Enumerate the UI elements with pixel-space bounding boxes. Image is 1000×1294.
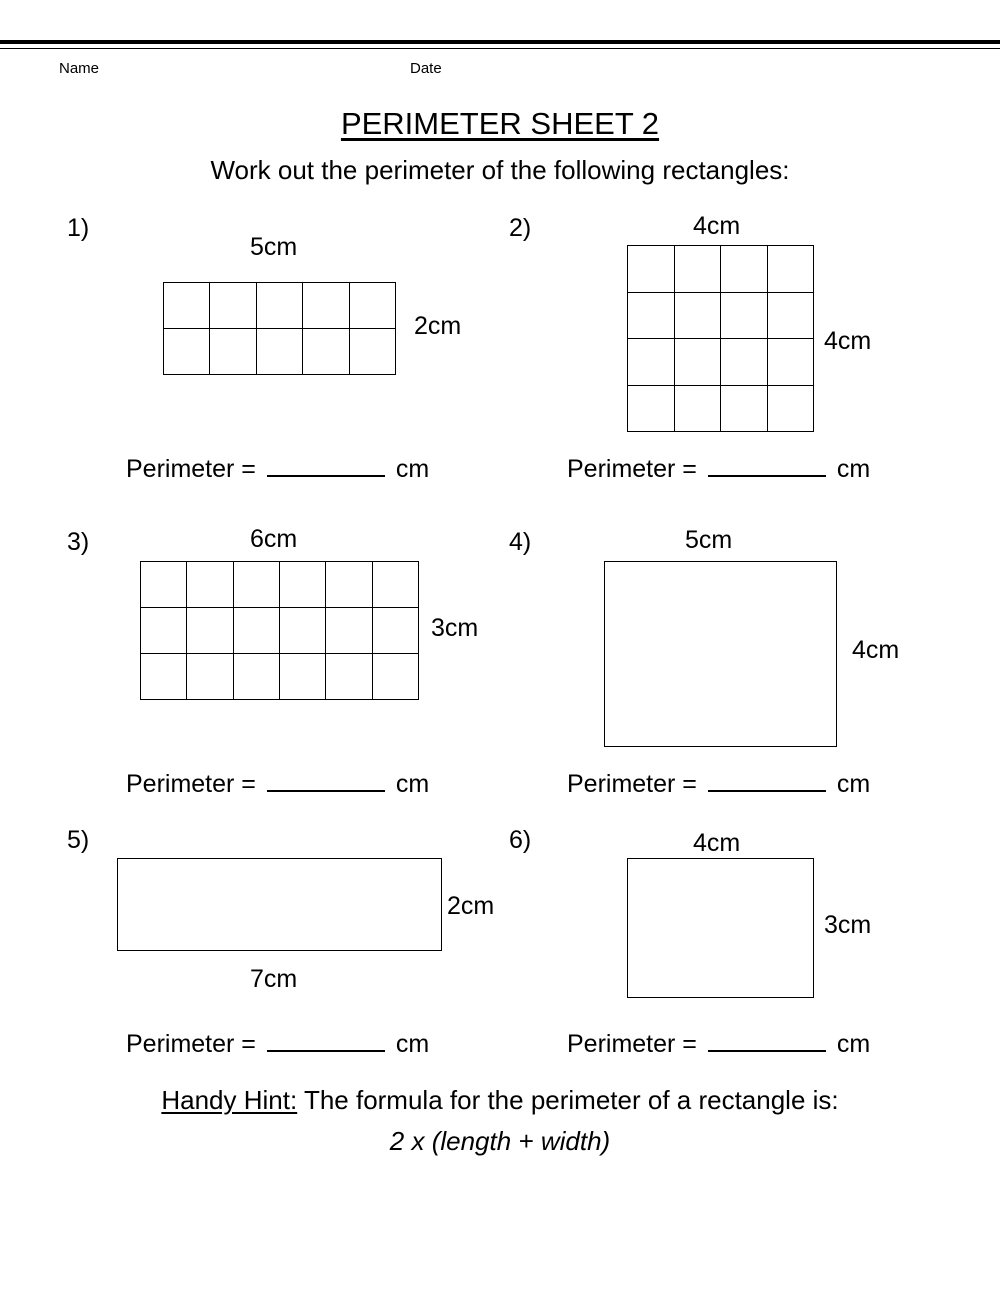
grid-cell (373, 654, 419, 700)
problem-5-perimeter-line (126, 1030, 429, 1059)
perimeter-prefix: Perimeter = (567, 770, 697, 798)
problem-1-answer-blank[interactable] (267, 455, 385, 477)
grid-cell (280, 608, 326, 654)
grid-cell (675, 246, 722, 293)
grid-cell (303, 283, 349, 329)
grid-cell (721, 339, 768, 386)
problem-3-perimeter-line (126, 770, 429, 799)
problem-2-number: 2) (509, 214, 532, 242)
perimeter-unit: cm (836, 1030, 871, 1058)
perimeter-prefix: Perimeter = (567, 1030, 697, 1058)
grid-cell (141, 562, 187, 608)
grid-cell (768, 246, 815, 293)
problem-2-width: 4cm (824, 327, 872, 355)
problem-1-number: 1) (67, 214, 90, 242)
grid-cell (721, 386, 768, 433)
perimeter-unit: cm (836, 770, 871, 798)
grid-cell (721, 246, 768, 293)
grid-cell (280, 562, 326, 608)
grid-cell (234, 562, 280, 608)
problem-6-length: 4cm (693, 829, 741, 857)
grid-cell (628, 246, 675, 293)
grid-cell (373, 562, 419, 608)
perimeter-prefix: Perimeter = (567, 455, 697, 483)
grid-cell (303, 329, 349, 375)
grid-cell (675, 339, 722, 386)
problem-6-perimeter-line (567, 1030, 870, 1059)
problem-2-length: 4cm (693, 212, 741, 240)
hint-formula: 2 x (length + width) (389, 1126, 611, 1156)
grid-cell (350, 283, 396, 329)
problem-3-length: 6cm (250, 525, 298, 553)
problem-4-answer-blank[interactable] (708, 770, 826, 792)
grid-cell (141, 608, 187, 654)
hint-label: Handy Hint: (161, 1085, 298, 1115)
grid-cell (326, 654, 372, 700)
top-rule-thin (0, 48, 1000, 49)
grid-cell (628, 293, 675, 340)
perimeter-unit: cm (836, 455, 871, 483)
problem-4-width: 4cm (852, 636, 900, 664)
grid-cell (628, 339, 675, 386)
problem-3-answer-blank[interactable] (267, 770, 385, 792)
grid-cell (234, 654, 280, 700)
grid-cell (675, 293, 722, 340)
grid-cell (210, 283, 256, 329)
grid-cell (373, 608, 419, 654)
grid-cell (326, 562, 372, 608)
grid-cell (187, 562, 233, 608)
grid-cell (234, 608, 280, 654)
perimeter-unit: cm (395, 770, 430, 798)
hint-text: The formula for the perimeter of a rectangle is: (297, 1085, 839, 1115)
grid-cell (187, 654, 233, 700)
grid-cell (164, 283, 210, 329)
perimeter-prefix: Perimeter = (126, 1030, 256, 1058)
grid-cell (257, 329, 303, 375)
problem-4-rectangle (604, 561, 837, 747)
problem-4-number: 4) (509, 528, 532, 556)
grid-cell (350, 329, 396, 375)
grid-cell (768, 386, 815, 433)
grid-cell (768, 293, 815, 340)
problem-3-grid-rectangle (140, 561, 419, 700)
problem-1-width: 2cm (414, 312, 462, 340)
page-title: PERIMETER SHEET 2 (340, 106, 660, 141)
problem-6-rectangle (627, 858, 814, 998)
grid-cell (141, 654, 187, 700)
grid-cell (280, 654, 326, 700)
problem-1-perimeter-line (126, 455, 429, 484)
grid-cell (675, 386, 722, 433)
perimeter-unit: cm (395, 1030, 430, 1058)
grid-cell (210, 329, 256, 375)
grid-cell (164, 329, 210, 375)
grid-cell (187, 608, 233, 654)
top-rule-thick (0, 40, 1000, 44)
grid-cell (628, 386, 675, 433)
date-label: Date (410, 60, 442, 77)
problem-4-perimeter-line (567, 770, 870, 799)
problem-2-grid-rectangle (627, 245, 814, 432)
perimeter-unit: cm (395, 455, 430, 483)
problem-3-width: 3cm (431, 614, 479, 642)
problem-1-length: 5cm (250, 233, 298, 261)
problem-3-number: 3) (67, 528, 90, 556)
problem-5-rectangle (117, 858, 442, 951)
problem-5-length: 7cm (250, 965, 298, 993)
grid-cell (326, 608, 372, 654)
perimeter-prefix: Perimeter = (126, 455, 256, 483)
perimeter-prefix: Perimeter = (126, 770, 256, 798)
problem-6-width: 3cm (824, 911, 872, 939)
problem-2-answer-blank[interactable] (708, 455, 826, 477)
grid-cell (768, 339, 815, 386)
name-label: Name (59, 60, 100, 77)
problem-6-answer-blank[interactable] (708, 1030, 826, 1052)
problem-5-answer-blank[interactable] (267, 1030, 385, 1052)
problem-5-width: 2cm (447, 892, 495, 920)
problem-4-length: 5cm (685, 526, 733, 554)
grid-cell (721, 293, 768, 340)
hint-line (0, 1085, 1000, 1116)
instructions: Work out the perimeter of the following rectangles: (210, 155, 790, 185)
problem-5-number: 5) (67, 826, 90, 854)
problem-6-number: 6) (509, 826, 532, 854)
problem-2-perimeter-line (567, 455, 870, 484)
grid-cell (257, 283, 303, 329)
problem-1-grid-rectangle (163, 282, 396, 375)
